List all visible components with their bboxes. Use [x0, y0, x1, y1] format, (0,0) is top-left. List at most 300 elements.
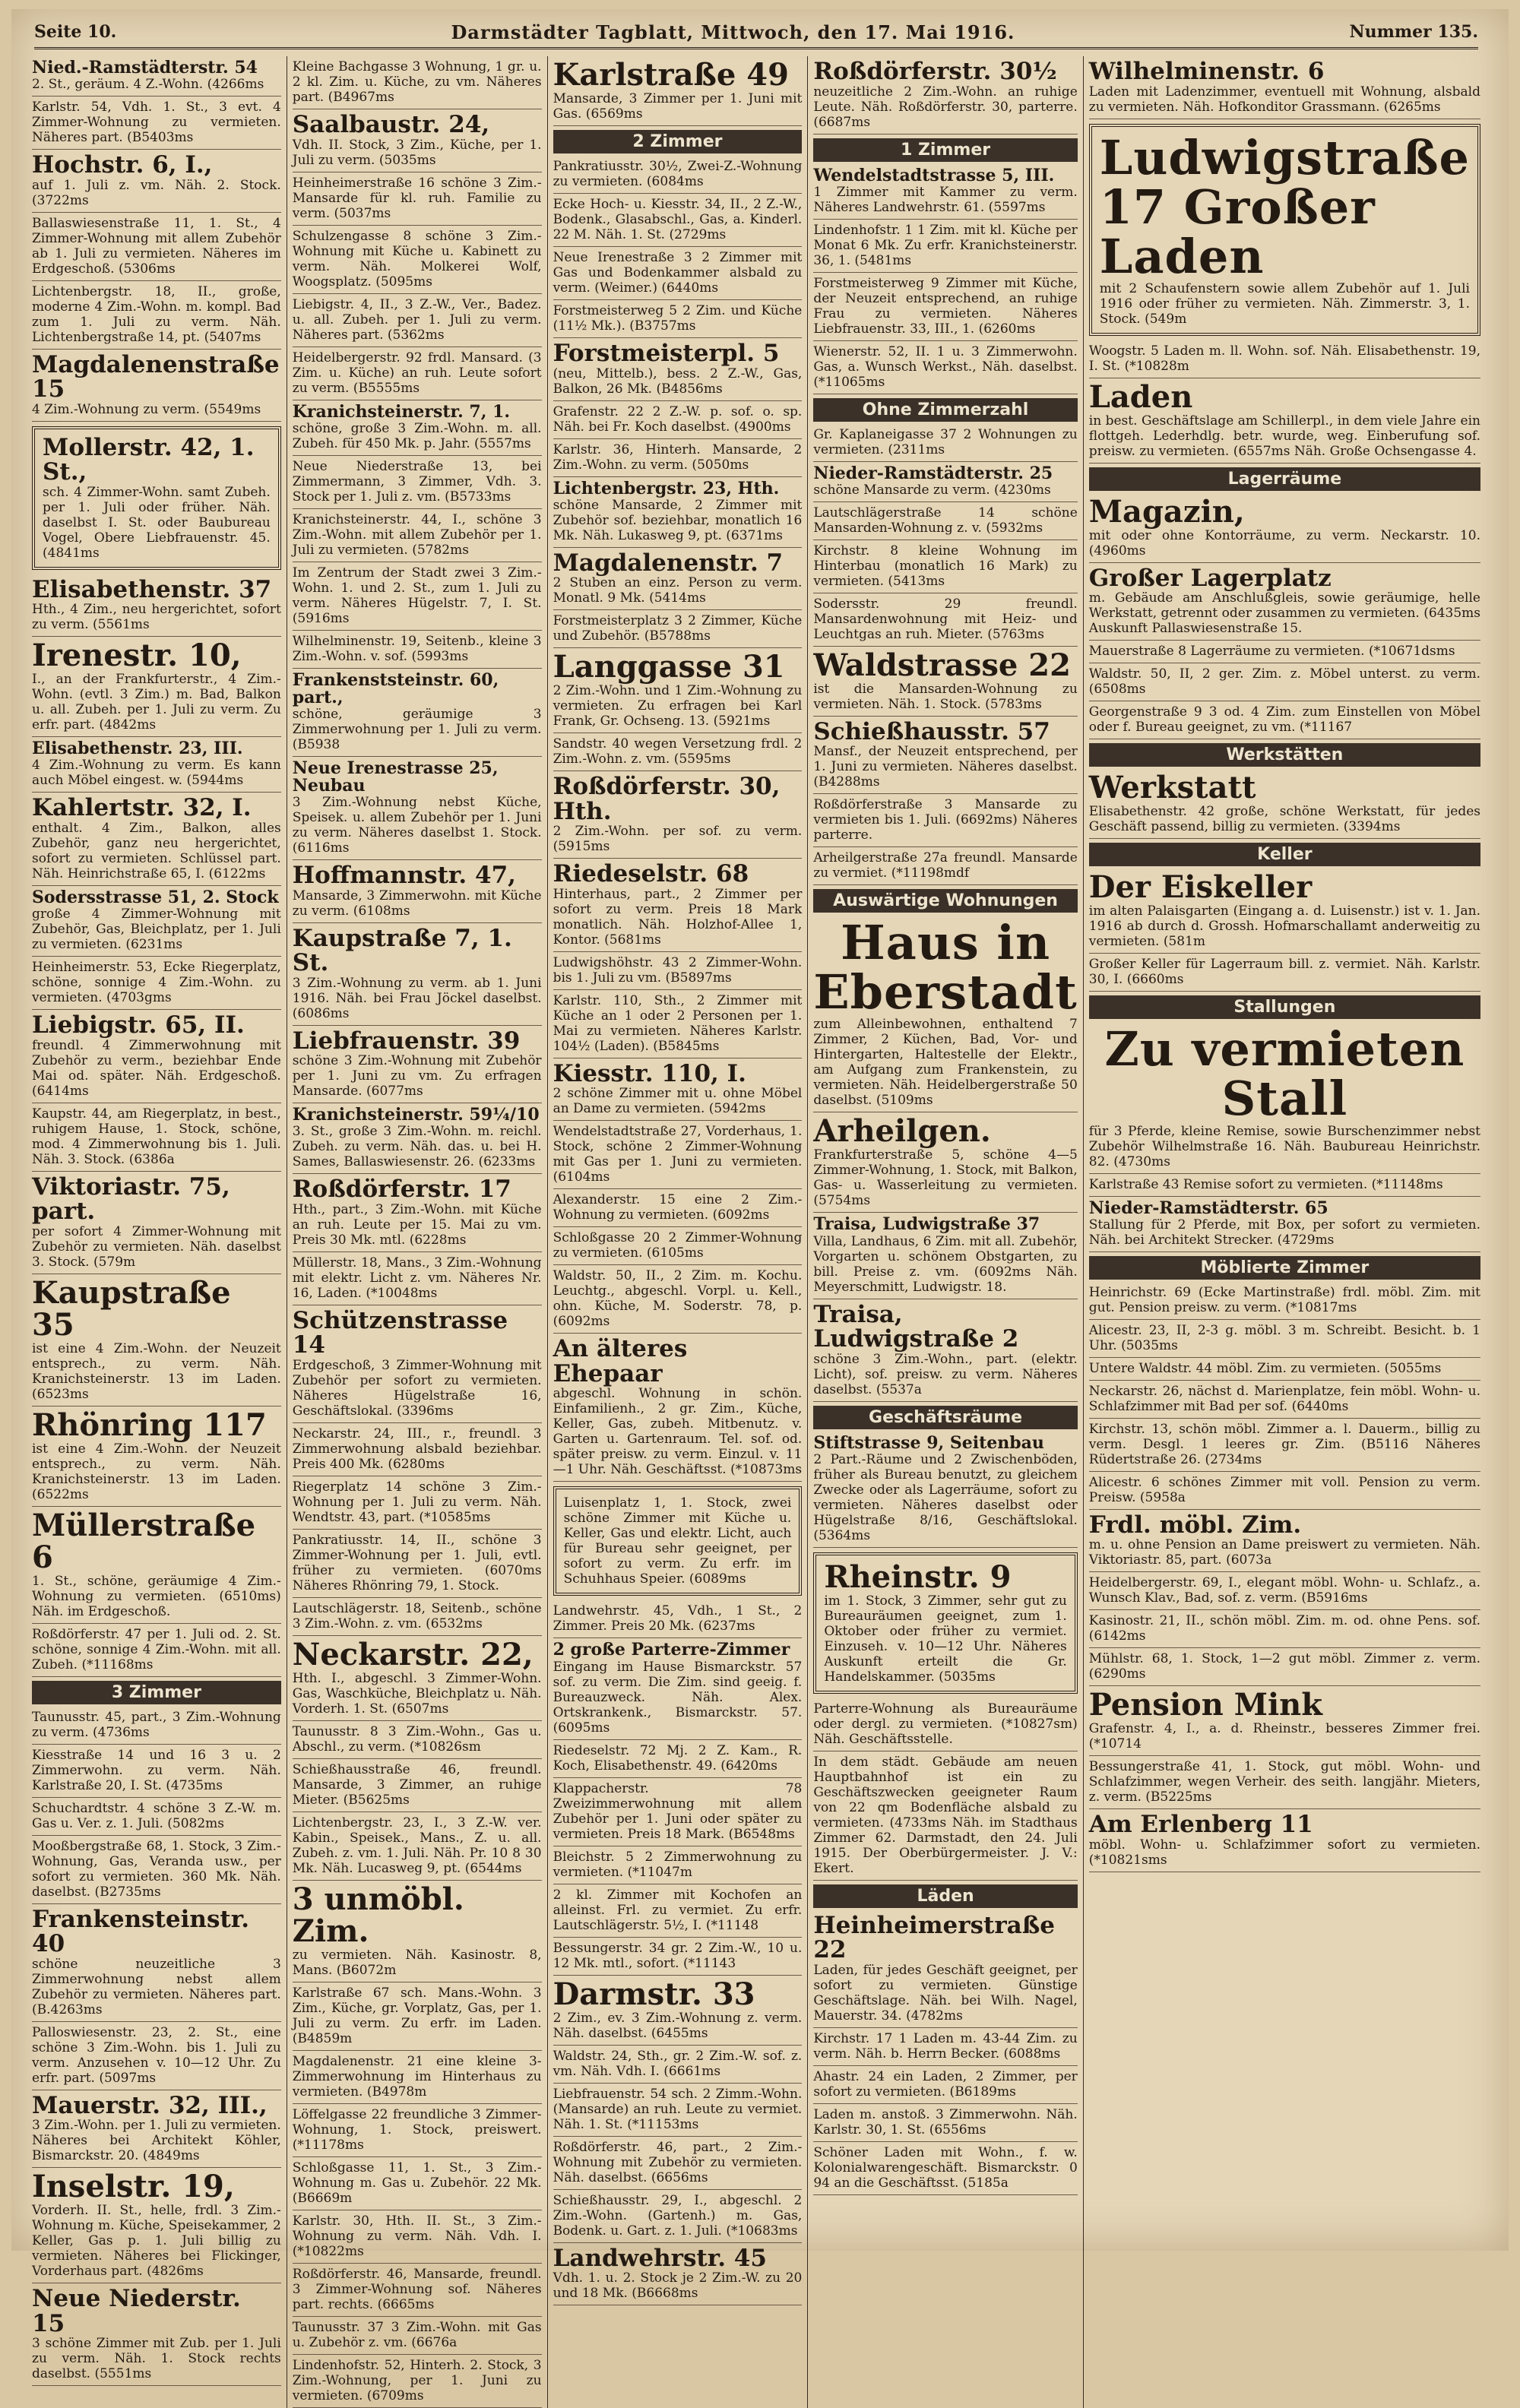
classified-ad [32, 1103, 281, 1172]
classified-ad [553, 156, 803, 194]
ad-text: neuzeitliche 2 Zim.-Wohn. an ruhige Leute. Näh. Roßdörferstr. 30, parterre. (6687ms [813, 84, 1078, 130]
ad-text: 2 schöne Zimmer mit u. ohne Möbel an Dame zu vermieten. (5942ms [553, 1086, 803, 1117]
issue-number: Nummer 135. [1349, 22, 1478, 42]
classified-ad [553, 2137, 803, 2190]
ad-headline: Riedeselstr. 68 [553, 860, 749, 888]
section-heading: Möblierte Zimmer [1089, 1256, 1480, 1280]
classified-ad [553, 1938, 803, 1976]
ad-text: Riegerplatz 14 schöne 3 Zim.-Wohnung per 1. Juli zu verm. Näh. Wendtstr. 43, part. (*10585ms [292, 1479, 542, 1525]
classified-ad [293, 2355, 542, 2408]
ad-text: 3 Zim.-Wohnung zu verm. ab 1. Juni 1916. Näh. bei Frau Jöckel daselbst. (6086ms [292, 975, 542, 1021]
ad-text: zum Alleinbewohnen, enthaltend 7 Zimmer, 2 Küchen, Bad, Vor- und Hintergarten, Haltestelle der Elektr., am Aufgang zum Frankenstein, zu vermieten. Näh. Heidelbergerstraße 50 daselbst. (5109ms [813, 1017, 1078, 1109]
classified-ad [553, 2046, 803, 2084]
ad-text: Luisenplatz 1, 1. Stock, zwei schöne Zimmer mit Küche u. Keller, Gas und elektr. Licht, auch für Bureau sehr geeignet, per sofort zu verm. Zu erfr. im Schuhhaus Speier. (6089ms [563, 1495, 792, 1587]
classified-ad [553, 1740, 803, 1778]
classified-ad [32, 150, 281, 213]
ad-text: zu vermieten. Näh. Kasinostr. 8, Mans. (B6072m [292, 1947, 542, 1978]
column-3 [548, 56, 809, 2408]
classified-ad [32, 886, 281, 957]
classified-ad [293, 2264, 542, 2317]
classified-ad [32, 350, 281, 422]
classified-ad [1089, 869, 1480, 954]
classified-ad [293, 1174, 542, 1252]
ad-headline: Der Eiskeller [1088, 869, 1313, 906]
classified-ad [32, 1274, 281, 1407]
ad-text: Schloßgasse 11, 1. St., 3 Zim.-Wohnung m. Gas u. Zubehör. 22 Mk. (B6669m [292, 2160, 542, 2206]
ad-text: Neckarstr. 24, III., r., freundl. 3 Zimmerwohnung alsbald beziehbar. Preis 400 Mk. (6280ms [292, 1425, 542, 1472]
ad-text: schöne 3 Zim.-Wohnung mit Zubehör per 1. Juni zu vm. Zu erfragen Mansarde. (6077ms [292, 1053, 542, 1100]
ad-text: Landwehrstr. 45, Vdh., 1 St., 2 Zimmer. Preis 20 Mk. (6237ms [553, 1603, 803, 1634]
ad-text: Karlstr. 30, Hth. II. St., 3 Zim.-Wohnung zu verm. Näh. Vdh. I. (*10822ms [292, 2213, 542, 2259]
classified-ad [813, 1213, 1077, 1299]
classified-ad [553, 2243, 803, 2306]
ad-text: Laden m. anstoß. 3 Zimmerwohn. Näh. Karlstr. 30, 1. St. (6556ms [813, 2106, 1078, 2137]
classified-ad [553, 56, 803, 126]
ad-headline: Magdalenenstr. 7 [553, 549, 784, 577]
classified-ad [293, 1812, 542, 1881]
ad-headline: Mollerstr. 42, 1. St., [43, 433, 255, 486]
classified-ad [813, 1698, 1077, 1751]
ad-headline: Irenestr. 10, [32, 638, 242, 674]
ad-text: Mansarde, 3 Zimmerwohn. mit Küche zu verm. (6108ms [292, 888, 542, 919]
classified-ad [553, 1058, 803, 1122]
ad-text: Karlstr. 110, Sth., 2 Zimmer mit Küche an 1 oder 2 Personen per 1. Mai zu vermieten. Näheres Karlstr. 104½ (Laden). (B5845ms [553, 992, 803, 1054]
classified-ad [1089, 56, 1480, 119]
ad-headline: Kranichsteinerstr. 7, 1. [292, 401, 511, 422]
ad-text: im 1. Stock, 3 Zimmer, sehr gut zu Bureauräumen geeignet, zum 1. Oktober oder früher zu vermiet. Einzuseh. v. 10—12 Uhr. Näheres Auskunft erteilt die Gr. Handelskammer. (5035ms [824, 1593, 1067, 1685]
ad-text: Schuchardtstr. 4 schöne 3 Z.-W. m. Gas u. Ver. z. 1. Juli. (5082ms [32, 1800, 281, 1831]
classified-ad [32, 97, 281, 150]
classified-ad [1089, 1381, 1480, 1419]
classified-ad [32, 1407, 281, 1507]
ad-text: Kirchstr. 13, schön möbl. Zimmer a. l. Dauerm., billig zu verm. Desgl. 1 leeres gr. Zim. (B5116 Näheres Rüdertstraße 26. (2734ms [1088, 1421, 1480, 1467]
ad-text: 3 Zim.-Wohnung nebst Küche, Speisek. u. allem Zubehör per 1. Juni zu verm. Näheres daselbst 1. Stock. (6116ms [292, 795, 542, 856]
ad-text: Ahastr. 24 ein Laden, 2 Zimmer, per sofort zu vermieten. (B6189ms [813, 2068, 1078, 2099]
ad-text: Sandstr. 40 wegen Versetzung frdl. 2 Zim.-Wohn. z. vm. (5595ms [553, 736, 803, 767]
ad-text: Forstmeisterweg 5 2 Zim. und Küche (11½ Mk.). (B3757ms [553, 303, 803, 334]
ad-text: mit 2 Schaufenstern sowie allem Zubehör auf 1. Juli 1916 oder früher zu vermieten. Näh. Zimmerstr. 3, 1. Stock. (549m [1099, 280, 1470, 327]
ad-text: Karlstr. 36, Hinterh. Mansarde, 2 Zim.-Wohn. zu verm. (5050ms [553, 441, 803, 473]
ad-text: Alicestr. 6 schönes Zimmer mit voll. Pension zu verm. Preisw. (5958a [1088, 1474, 1480, 1505]
section-heading: Geschäftsräume [813, 1406, 1077, 1429]
ad-text: 4 Zim.-Wohnung zu verm. Es kann auch Möbel eingest. w. (5944ms [32, 758, 281, 789]
ad-text: Sodersstr. 29 freundl. Mansardenwohnung mit Heiz- und Leuchtgas an ruh. Mieter. (5763ms [813, 596, 1078, 642]
ad-text: Kasinostr. 21, II., schön möbl. Zim. m. od. ohne Pens. sof. (6142ms [1088, 1613, 1480, 1644]
ad-text: Parterre-Wohnung als Bureauräume oder dergl. zu vermieten. (*10827sm) Näh. Geschäftsstelle. [813, 1701, 1078, 1747]
ad-headline: Zu vermieten Stall [1104, 1021, 1465, 1127]
classified-ad [293, 1636, 542, 1721]
classified-ad [293, 456, 542, 509]
classified-ad [813, 2028, 1077, 2066]
section-heading: Läden [813, 1884, 1077, 1908]
classified-ad [1089, 340, 1480, 378]
column-4 [808, 56, 1083, 2408]
ad-text: Grafenstr. 22 2 Z.-W. p. sof. o. sp. Näh. bei Fr. Koch daselbst. (4900ms [553, 403, 803, 435]
classified-ad [1089, 1320, 1480, 1358]
classified-ad [553, 1486, 803, 1596]
ad-text: per sofort 4 Zimmer-Wohnung mit Zubehör zu vermieten. Näh. daselbst 3. Stock. (579m [32, 1223, 281, 1270]
ad-text: Ecke Hoch- u. Kiesstr. 34, II., 2 Z.-W., Bodenk., Glasabschl., Gas, a. Kinderl. 22 M. Näh. 1. St. (2729ms [553, 197, 803, 242]
ad-headline: Traisa, Ludwigstraße 2 [813, 1300, 1019, 1353]
ad-text: Forstmeisterweg 9 Zimmer mit Küche, der Neuzeit entsprechend, an ruhige Frau zu vermieten. Näheres Liebfrauenstr. 33, III., 1. (6260ms [813, 275, 1078, 337]
ad-text: Hth., 4 Zim., neu hergerichtet, sofort zu verm. (5561ms [32, 602, 281, 633]
classified-ad [293, 400, 542, 456]
ad-headline: Ludwigstraße 17 Großer Laden [1099, 129, 1470, 284]
classified-ad [32, 213, 281, 281]
classified-ad [813, 2104, 1077, 2142]
classified-ad [813, 847, 1077, 885]
ad-text: I., an der Frankfurterstr., 4 Zim.-Wohn. (evtl. 3 Zim.) m. Bad, Balkon u. all. Zubeh. per 1. Juli zu verm. Zu erfr. part. (4842ms [32, 672, 281, 733]
ad-text: 4 Zim.-Wohnung zu verm. (5549ms [32, 401, 261, 417]
ad-headline: Sodersstrasse 51, 2. Stock [32, 888, 279, 908]
classified-ad [32, 1010, 281, 1103]
classified-ad [293, 2157, 542, 2210]
ad-headline: Neue Niederstr. 15 [32, 2285, 241, 2337]
classified-ad [32, 1745, 281, 1798]
ad-headline: Roßdörferstr. 30½ [813, 58, 1057, 85]
classified-ad [813, 1112, 1077, 1213]
ad-headline: Frankensteinstr. 40 [32, 1905, 250, 1958]
ad-text: m. u. ohne Pension an Dame preiswert zu vermieten. Näh. Viktoriastr. 85, part. (6073a [1088, 1537, 1480, 1568]
classified-ad [293, 631, 542, 669]
classified-ad [553, 610, 803, 648]
ad-text: schöne, geräumige 3 Zimmerwohnung per 1. Juli zu verm. (B5938 [292, 706, 542, 752]
ad-text: 2 Stuben an einz. Person zu verm. Monatl. 9 Mk. (5414ms [553, 575, 803, 606]
classified-ad [293, 669, 542, 757]
classified-ad [553, 1189, 803, 1227]
ad-headline: Nied.-Ramstädterstr. 54 [32, 58, 258, 78]
ad-text: Bleichstr. 5 2 Zimmerwohnung zu vermieten. (*11047m [553, 1849, 803, 1880]
classified-ad [553, 300, 803, 338]
ad-text: Liebfrauenstr. 54 sch. 2 Zimm.-Wohn. (Mansarde) an ruh. Leute zu vermiet. Näh. 1. St. (*11153ms [553, 2086, 803, 2132]
ad-headline: Kahlertstr. 32, I. [32, 794, 252, 822]
ad-headline: Viktoriastr. 75, part. [32, 1172, 230, 1226]
classified-ad [293, 509, 542, 562]
section-heading: Lagerräume [1089, 467, 1480, 491]
ad-text: Müllerstr. 18, Mans., 3 Zim.-Wohnung mit elektr. Licht z. vm. Näheres Nr. 16, Laden. (*10048ms [292, 1255, 542, 1301]
classified-ad [1089, 1686, 1480, 1756]
ad-columns [27, 56, 1486, 2403]
ad-headline: An älteres Ehepaar [553, 1335, 688, 1388]
ad-text: schöne 3 Zim.-Wohn., part. (elektr. Licht), sof. preisw. zu verm. Näheres daselbst. (5537a [813, 1351, 1078, 1397]
ad-text: Kleine Bachgasse 3 Wohnung, 1 gr. u. 2 kl. Zim. u. Küche, zu vm. Näheres part. (B4967ms [292, 59, 542, 105]
ad-text: Roßdörferstr. 47 per 1. Juli od. 2. St. schöne, sonnige 4 Zim.-Wohn. mit all. Zubeh. (*11168ms [32, 1626, 281, 1672]
ad-headline: Roßdörferstr. 17 [292, 1176, 511, 1204]
ad-text: Mansf., der Neuzeit entsprechend, per 1. Juni zu vermieten. Näheres daselbst. (B4288ms [813, 744, 1078, 790]
ad-text: Gr. Kaplaneigasse 37 2 Wohnungen zu vermieten. (2311ms [813, 426, 1078, 457]
classified-ad [32, 574, 281, 638]
ad-text: 1 Zimmer mit Kammer zu verm. Näheres Landwehrstr. 61. (5597ms [813, 184, 1078, 215]
classified-ad [293, 226, 542, 294]
ad-text: Karlstraße 43 Remise sofort zu vermieten. (*11148ms [1088, 1176, 1443, 1192]
ad-text: Riedeselstr. 72 Mj. 2 Z. Kam., R. Koch, Elisabethenstr. 49. (6420ms [553, 1742, 803, 1774]
ad-text: Schulzengasse 8 schöne 3 Zim.-Wohnung mit Küche u. Kabinett zu verm. Näh. Molkerei Wolf, Woogsplatz. (5095ms [292, 228, 542, 290]
ad-headline: Kranichsteinerstr. 59¼/10 [292, 1105, 540, 1125]
ad-headline: Rhönring 117 [32, 1407, 267, 1443]
classified-ad [1089, 1197, 1480, 1252]
ad-text: Forstmeisterplatz 3 2 Zimmer, Küche und Zubehör. (B5788ms [553, 613, 803, 644]
classified-ad [293, 172, 542, 226]
ad-text: Klappacherstr. 78 Zweizimmerwohnung mit allem Zubehör per 1. Juni oder später zu vermieten. Preis 18 Mark. (B6548ms [553, 1780, 803, 1842]
ad-text: Ballaswiesenstraße 11, 1. St., 4 Zimmer-Wohnung mit allem Zubehör ab 1. Juli zu vermieten. Näheres im Erdgeschoß. (5306ms [32, 215, 281, 277]
ad-text: Schießhausstraße 46, freundl. Mansarde, 3 Zimmer, an ruhige Mieter. (B5625ms [292, 1761, 542, 1808]
ad-text: Roßdörferstr. 46, part., 2 Zim.-Wohnung mit Zubehör zu vermieten. Näh. daselbst. (6656ms [553, 2139, 803, 2185]
classified-ad [1089, 1572, 1480, 1610]
classified-ad [293, 2210, 542, 2264]
ad-text: Im Zentrum der Stadt zwei 3 Zim.-Wohn. 1. und 2. St., zum 1. Juli zu verm. Näheres Hügelstr. 7, I. St. (5916ms [292, 565, 542, 626]
running-head [34, 17, 1478, 49]
ad-text: 2 Part.-Räume und 2 Zwischenböden, früher als Bureau benutzt, zu gleichem Zwecke oder als Lagerräume, sofort zu vermieten. Näheres daselbst oder Hügelstraße 8/16, Geschäftslokal. (5364ms [813, 1451, 1078, 1543]
classified-ad [813, 502, 1077, 540]
ad-text: Laden, für jedes Geschäft geeignet, per sofort zu vermieten. Günstige Geschäftslage. Näh. bei Wilh. Nagel, Mauerstr. 34. (4782ms [813, 1962, 1078, 2024]
classified-ad [553, 952, 803, 990]
classified-ad [813, 794, 1077, 847]
ad-text: Karlstraße 67 sch. Mans.-Wohn. 3 Zim., Küche, gr. Vorplatz, Gas, per 1. Juli zu verm. Zu erfr. im Laden. (B4859m [292, 1985, 542, 2046]
newspaper-page [11, 9, 1509, 2403]
ad-text: im alten Palaisgarten (Eingang a. d. Luisenstr.) ist v. 1. Jan. 1916 ab durch d. Grossh. Hofmarschallamt anderweitig zu vermieten. (581m [1088, 903, 1480, 950]
ad-text: Heidelbergerstr. 92 frdl. Mansard. (3 Zim. u. Küche) an ruh. Leute sofort zu verm. (B5555ms [292, 350, 542, 396]
ad-headline: Nieder-Ramstädterstr. 25 [813, 463, 1053, 483]
ad-headline: Elisabethenstr. 37 [32, 575, 272, 603]
column-2 [287, 56, 548, 2408]
ad-headline: Heinheimerstraße 22 [813, 1911, 1056, 1964]
ad-text: Waldstr. 50, II., 2 Zim. m. Kochu. Leuchtg., abgeschl. Vorpl. u. Kell., ohn. Küche, M. Soderstr. 78, p. (6092ms [553, 1268, 803, 1330]
ad-text: schöne Mansarde zu verm. (4230ms [813, 482, 1051, 498]
ad-text: ist eine 4 Zim.-Wohn. der Neuzeit entsprech., zu verm. Näh. Kranichsteinerstr. 13 im Laden. (6522ms [32, 1441, 281, 1502]
ad-headline: Wendelstadtstrasse 5, III. [813, 165, 1055, 185]
ad-headline: Landwehrstr. 45 [553, 2244, 767, 2272]
classified-ad [1089, 378, 1480, 464]
ad-text: 3 Zim.-Wohn. per 1. Juli zu vermieten. Näheres bei Architekt Köhler, Bismarckstr. 20. (4849ms [32, 2118, 281, 2164]
ad-text: Lichtenbergstr. 18, II., große, moderne 4 Zim.-Wohn. m. kompl. Bad zum 1. Juli zu verm. Näh. Lichtenbergstraße 14, pt. (5407ms [32, 283, 281, 345]
classified-ad [813, 341, 1077, 394]
classified-ad [553, 1265, 803, 1334]
ad-text: Heinheimerstr. 53, Ecke Riegerplatz, schöne, sonnige 4 Zim.-Wohn. zu vermieten. (4703gms [32, 960, 281, 1006]
ad-headline: Magdalenenstraße 15 [32, 350, 280, 403]
classified-ad [293, 109, 542, 172]
ad-headline: Kaupstraße 7, 1. St. [292, 924, 512, 977]
ad-headline: Hochstr. 6, I., [32, 151, 213, 179]
ad-text: mit oder ohne Kontorräume, zu verm. Neckarstr. 10. (4960ms [1088, 527, 1480, 558]
classified-ad [813, 717, 1077, 795]
classified-ad [1089, 124, 1480, 336]
classified-ad [813, 1299, 1077, 1402]
ad-headline: Darmstr. 33 [553, 1976, 755, 2012]
ad-text: Hth. I., abgeschl. 3 Zimmer-Wohn. Gas, Waschküche, Bleichplatz u. Näh. Vorderh. 1. St. (6507ms [292, 1670, 542, 1717]
ad-text: Mühlstr. 68, 1. Stock, 1—2 gut möbl. Zimmer z. verm. (6290ms [1088, 1651, 1480, 1682]
ad-text: Neue Niederstraße 13, bei Zimmermann, 3 Zimmer, Vdh. 3. Stock per 1. Juli z. vm. (B5733ms [292, 458, 542, 505]
classified-ad [553, 1884, 803, 1938]
ad-text: Großer Keller für Lagerraum bill. z. vermiet. Näh. Karlstr. 30, I. (6660ms [1088, 957, 1480, 988]
ad-headline: Werkstatt [1088, 770, 1256, 806]
ad-text: Vorderh. II. St., helle, frdl. 3 Zim.-Wohnung m. Küche, Speisekammer, 2 Keller, Gas p. 1. Juli billig zu vermieten. Näheres bei Flickinger, Vorderhaus part. (4826ms [32, 2203, 281, 2280]
classified-ad [293, 1423, 542, 1476]
ad-text: Magdalenenstr. 21 eine kleine 3-Zimmerwohnung im Hinterhaus zu vermieten. (B4978m [292, 2053, 542, 2099]
classified-ad [553, 439, 803, 477]
ad-text: Wendelstadtstraße 27, Vorderhaus, 1. Stock, schöne 2 Zimmer-Wohnung mit Gas per 1. Juni zu vermieten. (6104ms [553, 1124, 803, 1185]
classified-ad [32, 2168, 281, 2283]
ad-headline: Großer Lagerplatz [1088, 564, 1332, 592]
classified-ad [813, 540, 1077, 593]
classified-ad [553, 2190, 803, 2243]
classified-ad [1089, 1419, 1480, 1472]
ad-text: Vdh. II. Stock, 3 Zim., Küche, per 1. Juli zu verm. (5035ms [292, 137, 542, 168]
ad-headline: Arheilgen. [813, 1113, 991, 1150]
ad-text: Mansarde, 3 Zimmer per 1. Juni mit Gas. (6569ms [553, 91, 803, 122]
ad-text: 3 schöne Zimmer mit Zub. per 1. Juli zu verm. Näh. 1. Stock rechts daselbst. (5551ms [32, 2336, 281, 2382]
classified-ad [293, 2104, 542, 2157]
classified-ad [1089, 493, 1480, 563]
ad-headline: Hoffmannstr. 47, [292, 862, 516, 890]
classified-ad [1089, 1809, 1480, 1872]
ad-headline: Pension Mink [1088, 1687, 1322, 1723]
classified-ad [293, 1252, 542, 1305]
classified-ad [32, 957, 281, 1010]
ad-headline: Frdl. möbl. Zim. [1088, 1511, 1302, 1539]
classified-ad [32, 426, 281, 570]
ad-text: Alexanderstr. 15 eine 2 Zim.-Wohnung zu vermieten. (6092ms [553, 1192, 803, 1223]
ad-text: Karlstr. 54, Vdh. 1. St., 3 evt. 4 Zimmer-Wohnung zu vermieten. Näheres part. (B5403ms [32, 100, 281, 146]
classified-ad [813, 1910, 1077, 2028]
classified-ad [553, 1638, 803, 1739]
ad-text: Schöner Laden mit Wohn., f. w. Kolonialwarengeschäft. Bismarckstr. 0 94 an die Geschäftsst. (5185a [813, 2144, 1078, 2191]
ad-headline: Forstmeisterpl. 5 [553, 340, 780, 367]
ad-text: Stallung für 2 Pferde, mit Box, per sofort zu vermieten. Näh. bei Architekt Strecker. (4729ms [1088, 1217, 1480, 1248]
classified-ad [1089, 563, 1480, 641]
ad-text: Neckarstr. 26, nächst d. Marienplatze, fein möbl. Wohn- u. Schlafzimmer mit Bad per sof. (6440ms [1088, 1383, 1480, 1414]
classified-ad [293, 1721, 542, 1759]
section-heading: Werkstätten [1089, 743, 1480, 767]
classified-ad [553, 859, 803, 952]
ad-headline: Schützenstrasse 14 [292, 1306, 508, 1359]
classified-ad [813, 593, 1077, 647]
classified-ad [813, 56, 1077, 134]
ad-text: in best. Geschäftslage am Schillerpl., in dem viele Jahre ein flottgeh. Lederhdlg. betr. wurde, weg. Einberufung sof. preisw. zu vermieten. (6557ms Näh. Große Ochsengasse 4. [1088, 413, 1480, 459]
ad-text: Laden mit Ladenzimmer, eventuell mit Wohnung, alsbald zu vermieten. Näh. Hofkonditor Grassmann. (6265ms [1088, 84, 1480, 115]
classified-ad [813, 1552, 1077, 1694]
classified-ad [553, 1334, 803, 1482]
ad-text: Heinrichstr. 69 (Ecke Martinstraße) frdl. möbl. Zim. mit gut. Pension preisw. zu verm. (*10817ms [1088, 1284, 1480, 1315]
classified-ad [32, 2022, 281, 2090]
ad-headline: Magazin, [1088, 493, 1245, 530]
ad-text: große 4 Zimmer-Wohnung mit Zubehör, Gas, Bleichplatz, per 1. Juli zu vermieten. (6231ms [32, 907, 281, 953]
section-heading: Ohne Zimmerzahl [813, 398, 1077, 422]
ad-text: 1. St., schöne, geräumige 4 Zim.-Wohnung zu vermieten. (6510ms) Näh. im Erdgeschoß. [32, 1573, 281, 1619]
classified-ad [293, 56, 542, 109]
ad-text: freundl. 4 Zimmerwohnung mit Zubehör zu verm., beziehbar Ende Mai od. später. Näh. Erdgeschoß. (6414ms [32, 1037, 281, 1099]
ad-text: ist eine 4 Zim.-Wohn. der Neuzeit entsprech., zu verm. Näh. Kranichsteinerstr. 13 im Laden. (6523ms [32, 1340, 281, 1402]
section-heading: 3 Zimmer [32, 1681, 281, 1704]
ad-text: Kaupstr. 44, am Riegerplatz, in best., ruhigem Hause, 1. Stock, schöne, mod. 4 Zimmerwohnung bis 1. Juli. Näh. 3. Stock. (6386a [32, 1106, 281, 1167]
section-heading: Keller [1089, 843, 1480, 866]
ad-text: Kranichsteinerstr. 44, I., schöne 3 Zim.-Wohn. mit allem Zubehör per 1. Juli zu vermieten. (5782ms [292, 511, 542, 558]
ad-text: Elisabethenstr. 42 große, schöne Werkstatt, für jedes Geschäft passend, billig zu vermieten. (3394ms [1088, 804, 1480, 835]
ad-headline: Lichtenbergstr. 23, Hth. [553, 478, 780, 498]
classified-ad [1089, 769, 1480, 839]
classified-ad [293, 1759, 542, 1812]
classified-ad [553, 1121, 803, 1189]
ad-text: Frankfurterstraße 5, schöne 4—5 Zimmer-Wohnung, 1. Stock, mit Balkon, Gas- u. Wasserleitung zu vermieten. (5754ms [813, 1147, 1078, 1209]
page-number: Seite 10. [34, 22, 117, 42]
ad-headline: Waldstrasse 22 [813, 647, 1071, 683]
classified-ad [32, 793, 281, 886]
ad-headline: Müllerstraße 6 [32, 1507, 256, 1575]
ad-headline: Haus in Eberstadt [813, 915, 1078, 1020]
ad-headline: Neckarstr. 22, [292, 1636, 534, 1672]
ad-text: Wilhelminenstr. 19, Seitenb., kleine 3 Zim.-Wohn. v. sof. (5993ms [292, 633, 542, 664]
classified-ad [553, 477, 803, 548]
ad-headline: Elisabethenstr. 23, III. [32, 739, 243, 759]
ad-text: Bessungerstr. 34 gr. 2 Zim.-W., 10 u. 12 Mk. mtl., sofort. (*11143 [553, 1940, 803, 1971]
classified-ad [293, 1305, 542, 1423]
ad-text: auf 1. Juli z. vm. Näh. 2. Stock. (3722ms [32, 177, 281, 208]
ad-text: Schloßgasse 20 2 Zimmer-Wohnung zu vermieten. (6105ms [553, 1230, 803, 1261]
ad-text: schöne neuzeitliche 3 Zimmerwohnung nebst allem Zubehör zu vermieten. Näheres part. (B.4263ms [32, 1956, 281, 2017]
ad-text: 2 kl. Zimmer mit Kochofen an alleinst. Frl. zu vermiet. Zu erfr. Lautschlägerstr. 5½, I. (*11148 [553, 1887, 803, 1933]
classified-ad [1089, 1756, 1480, 1809]
ad-text: 2 Zim.-Wohn. und 1 Zim.-Wohnung zu vermieten. Zu erfragen bei Karl Frank, Gr. Ochseng. 13. (5921ms [553, 683, 803, 729]
classified-ad [293, 1476, 542, 1530]
ad-text: Lindenhofstr. 1 1 Zim. mit kl. Küche per Monat 6 Mk. Zu erfr. Kranichsteinerstr. 36, 1. (5481ms [813, 222, 1078, 268]
classified-ad [32, 2090, 281, 2169]
section-heading: 2 Zimmer [553, 130, 803, 153]
ad-text: Heinheimerstraße 16 schöne 3 Zim.-Mansarde für kl. ruh. Familie zu verm. (5037ms [292, 175, 542, 221]
ad-text: Kirchstr. 8 kleine Wohnung im Hinterbau (monatlich 16 Mark) zu vermieten. (5413ms [813, 543, 1078, 589]
classified-ad [293, 1026, 542, 1104]
classified-ad [553, 733, 803, 771]
classified-ad [553, 990, 803, 1058]
classified-ad [813, 1751, 1077, 1881]
ad-text: ist die Mansarden-Wohnung zu vermieten. Näh. 1. Stock. (5783ms [813, 681, 1078, 712]
ad-headline: Langgasse 31 [553, 649, 785, 685]
classified-ad [553, 247, 803, 300]
classified-ad [293, 757, 542, 860]
ad-headline: Schießhausstr. 57 [813, 717, 1050, 745]
ad-text: möbl. Wohn- u. Schlafzimmer sofort zu vermieten. (*10821sms [1088, 1837, 1480, 1868]
ad-headline: Liebfrauenstr. 39 [292, 1027, 521, 1055]
classified-ad [553, 771, 803, 859]
ad-headline: Kiesstr. 110, I. [553, 1059, 746, 1087]
ad-text: Vdh. 1. u. 2. Stock je 2 Zim.-W. zu 20 und 18 Mk. (B6668ms [553, 2270, 803, 2302]
classified-ad [32, 1798, 281, 1836]
column-5 [1084, 56, 1486, 2408]
classified-ad [293, 2317, 542, 2355]
classified-ad [813, 273, 1077, 341]
ad-text: Eingang im Hause Bismarckstr. 57 sof. zu verm. Die Zim. sind geeig. f. Bureauzweck. Näh. Alex. Ortskrankenk., Bismarckstr. 57. (6095ms [553, 1659, 803, 1736]
section-heading: Auswärtige Wohnungen [813, 889, 1077, 913]
ad-text: Mooßbergstraße 68, 1. Stock, 3 Zim.-Wohnung, Gas, Veranda usw., per sofort zu vermieten. 360 Mk. Näh. daselbst. (B2735ms [32, 1838, 281, 1900]
classified-ad [553, 1846, 803, 1884]
classified-ad [1089, 1610, 1480, 1648]
ad-headline: Frankenststeinstr. 60, part., [292, 669, 499, 707]
ad-text: (neu, Mittelb.), bess. 2 Z.-W., Gas, Balkon, 26 Mk. (B4856ms [553, 365, 803, 397]
classified-ad [293, 923, 542, 1026]
classified-ad [293, 1530, 542, 1598]
ad-text: Untere Waldstr. 44 möbl. Zim. zu vermieten. (5055ms [1088, 1360, 1442, 1376]
classified-ad [813, 647, 1077, 717]
classified-ad [553, 2084, 803, 2137]
classified-ad [1089, 1174, 1480, 1197]
masthead-line: Darmstädter Tagblatt, Mittwoch, den 17. Mai 1916. [451, 21, 1015, 43]
ad-text: Hinterhaus, part., 2 Zimmer per sofort zu verm. Preis 18 Mark monatlich. Näh. Holzhof-Allee 1, Kontor. (5681ms [553, 886, 803, 948]
ad-headline: Karlstraße 49 [553, 57, 789, 93]
ad-text: Wienerstr. 52, II. 1 u. 3 Zimmerwohn. Gas, a. Wunsch Werkst., Näh. daselbst. (*11065ms [813, 343, 1078, 390]
classified-ad [32, 1172, 281, 1274]
ad-text: Kirchstr. 17 1 Laden m. 43-44 Zim. zu verm. Näh. b. Herrn Becker. (6088ms [813, 2030, 1078, 2062]
ad-text: In dem städt. Gebäude am neuen Hauptbahnhof ist ein zu Geschäftszwecken geeigneter Raum von 22 qm Bodenfläche alsbald zu vermieten. (4733ms Näh. im Stadthaus Zimmer 62. Darmstadt, den 24. Juli 1915. Der Oberbürgermeister. J. V.: Ekert. [813, 1754, 1078, 1876]
ad-text: Arheilgerstraße 27a freundl. Mansarde zu vermiet. (*11198mdf [813, 850, 1078, 881]
ad-headline: Nieder-Ramstädterstr. 65 [1088, 1198, 1328, 1218]
